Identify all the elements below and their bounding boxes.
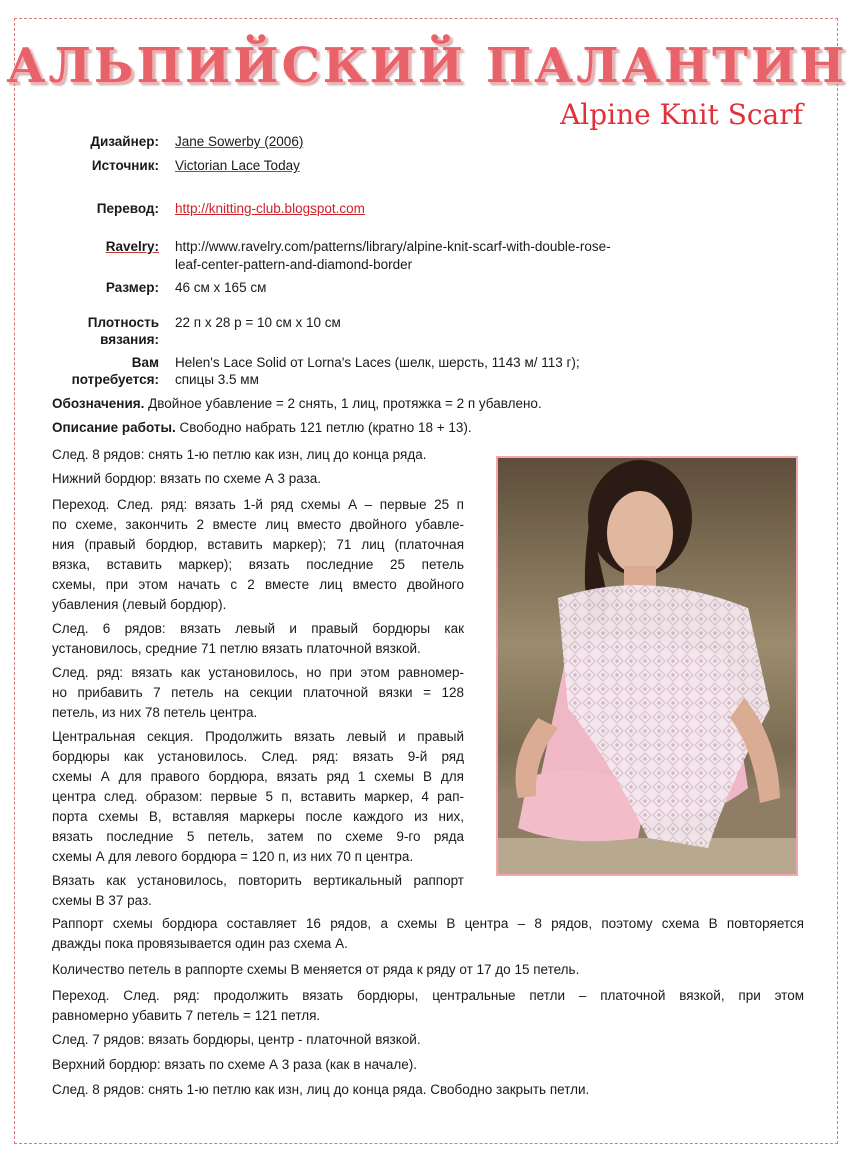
legend-label: Обозначения. <box>52 396 145 411</box>
designer-value-text: Jane Sowerby (2006) <box>175 134 304 149</box>
ravelry-value-1: http://www.ravelry.com/patterns/library/alpine-knit-scarf-with-double-rose- <box>175 239 611 254</box>
page-subtitle: Alpine Knit Scarf <box>560 98 803 131</box>
paragraph-8-line: Раппорт схемы бордюра составляет 16 рядов, а схемы В центра – 8 рядов, поэтому схема В повторяется <box>52 916 804 931</box>
description-text: Свободно набрать 121 петлю (кратно 18 + 13). <box>175 420 472 435</box>
legend-text: Двойное убавление = 2 снять, 1 лиц, протяжка = 2 п убавлено. <box>144 396 542 411</box>
paragraph-9: Количество петель в раппорте схемы В меняется от ряда к ряду от 17 до 15 петель. <box>52 962 580 977</box>
paragraph-3-line: схемы, при этом начать с 2 вместе лиц вместо двойного <box>52 577 464 592</box>
paragraph-5-line: След. ряд: вязать как установилось, но при этом равномер- <box>52 665 464 680</box>
paragraph-5 <box>52 663 464 723</box>
ravelry-label <box>52 238 159 256</box>
paragraph-3-line: вязка, вставить маркер); вязать последние 25 петель <box>52 557 464 572</box>
paragraph-1: След. 8 рядов: снять 1-ю петлю как изн, лиц до конца ряда. <box>52 447 427 462</box>
needs-value-2: спицы 3.5 мм <box>175 372 259 387</box>
paragraph-3-line: Переход. След. ряд: вязать 1-й ряд схемы А – первые 25 п <box>52 497 464 512</box>
paragraph-5-line: петель, из них 78 петель центра. <box>52 705 258 720</box>
paragraph-7-line: схемы В 37 раз. <box>52 893 152 908</box>
paragraph-6-line: порта схемы В, вставляя маркеры после каждого из них, <box>52 809 464 824</box>
gauge-label-2: вязания: <box>100 332 159 347</box>
paragraph-8 <box>52 914 804 954</box>
paragraph-10-line: Переход. След. ряд: продолжить вязать бордюры, центральные петли – платочной вязкой, при этом <box>52 988 804 1003</box>
translation-link[interactable]: http://knitting-club.blogspot.com <box>175 201 365 216</box>
description-label: Описание работы. <box>52 420 176 435</box>
paragraph-6-line: центра след. образом: первые 5 п, вставить маркер, 4 рап- <box>52 789 464 804</box>
paragraph-10 <box>52 986 804 1026</box>
paragraph-12: Верхний бордюр: вязать по схеме А 3 раза (как в начале). <box>52 1057 417 1072</box>
paragraph-4-line: След. 6 рядов: вязать левый и правый бордюры как <box>52 621 464 636</box>
paragraph-13: След. 8 рядов: снять 1-ю петлю как изн, лиц до конца ряда. Свободно закрыть петли. <box>52 1082 590 1097</box>
paragraph-3-line: убавления (левый бордюр). <box>52 597 227 612</box>
translation-label: Перевод: <box>96 201 159 216</box>
gauge-value: 22 п х 28 р = 10 см х 10 см <box>175 315 341 330</box>
size-value: 46 см х 165 см <box>175 280 267 295</box>
paragraph-6-line: схемы А для левого бордюра = 120 п, из них 70 п центра. <box>52 849 414 864</box>
paragraph-5-line: но прибавить 7 петель на секции платочной вязки = 128 <box>52 685 464 700</box>
paragraph-6-line: схемы А для правого бордюра, вязать ряд 1 схемы В для <box>52 769 464 784</box>
paragraph-6-line: вязать последние 5 петель, затем по схеме 9-го ряда <box>52 829 464 844</box>
paragraph-6-line: бордюры как установилось. След. ряд: вязать 9-й ряд <box>52 749 464 764</box>
paragraph-6-line: Центральная секция. Продолжить вязать левый и правый <box>52 729 464 744</box>
source-value-text: Victorian Lace Today <box>175 158 300 173</box>
paragraph-3-line: ния (правый бордюр, вставить маркер); 71 лиц (платочная <box>52 537 464 552</box>
paragraph-10-line: равномерно убавить 7 петель = 121 петля. <box>52 1008 321 1023</box>
size-label: Размер: <box>105 280 159 295</box>
paragraph-2: Нижний бордюр: вязать по схеме А 3 раза. <box>52 471 322 486</box>
page-title: АЛЬПИЙСКИЙ ПАЛАНТИН <box>6 38 848 94</box>
paragraph-8-line: дважды пока провязывается один раз схема А. <box>52 936 348 951</box>
paragraph-4 <box>52 619 464 659</box>
paragraph-6 <box>52 727 464 867</box>
photo-illustration <box>498 458 796 874</box>
needs-value-1: Helen's Lace Solid от Lorna's Laces (шелк, шерсть, 1143 м/ 113 г); <box>175 355 580 370</box>
paragraph-3 <box>52 495 464 615</box>
needs-label-1: Вам <box>131 355 159 370</box>
paragraph-3-line: по схеме, закончить 2 вместе лиц вместо двойного убавле- <box>52 517 464 532</box>
ravelry-value-2: leaf-center-pattern-and-diamond-border <box>175 257 413 272</box>
source-label: Источник: <box>91 158 159 173</box>
paragraph-11: След. 7 рядов: вязать бордюры, центр - платочной вязкой. <box>52 1032 421 1047</box>
translation-value <box>175 200 365 218</box>
needs-label-2: потребуется: <box>71 372 159 387</box>
paragraph-4-line: установилось, средние 71 петлю вязать платочной вязкой. <box>52 641 421 656</box>
description-line <box>52 418 804 438</box>
designer-label: Дизайнер: <box>90 134 159 149</box>
source-value <box>175 157 300 175</box>
paragraph-7 <box>52 871 464 911</box>
gauge-label-1: Плотность <box>87 315 159 330</box>
designer-value <box>175 133 303 151</box>
ravelry-label-text: Ravelry: <box>105 239 159 254</box>
paragraph-7-line: Вязать как установилось, повторить вертикальный раппорт <box>52 873 464 888</box>
legend-line <box>52 394 804 414</box>
model-wearing-lace-scarf-photo <box>496 456 798 876</box>
